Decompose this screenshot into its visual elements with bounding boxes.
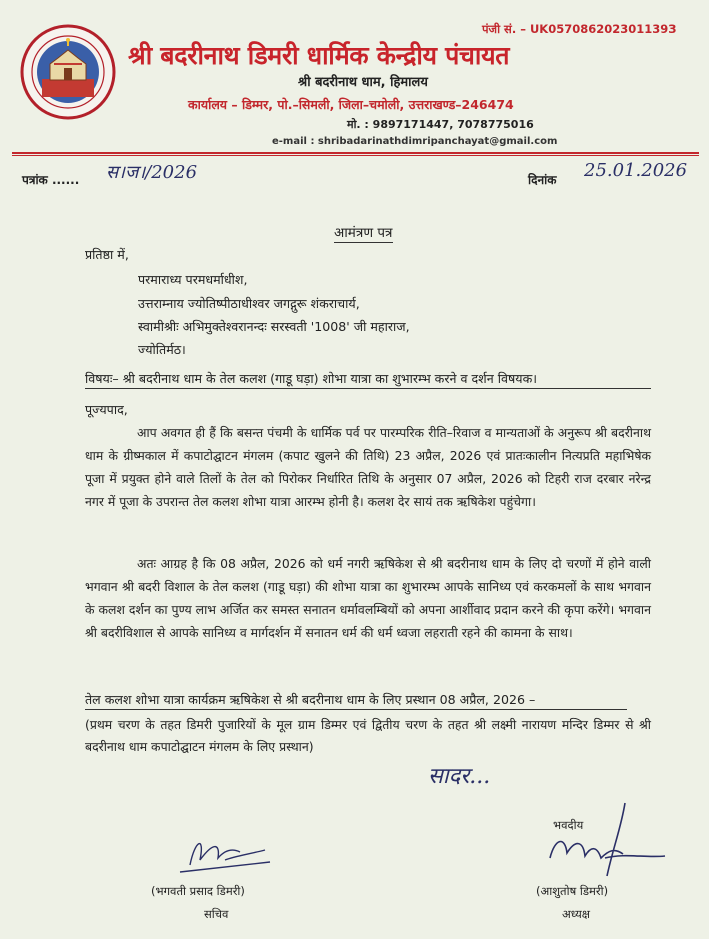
header-divider (12, 152, 699, 154)
email-address[interactable]: e-mail : shribadarinathdimripanchayat@gmail.com (272, 136, 558, 147)
secretary-name: (भगवती प्रसाद डिमरी) (151, 884, 245, 898)
programme-detail: (प्रथम चरण के तहत डिमरी पुजारियों के मूल ग्राम डिम्मर एवं द्वितीय चरण के तहत श्री लक्ष्मी नारायण मन्दिर डिम्मर से श्री बदरीनाथ धाम कपाटोद्घाटन मंगलम के लिए प्रस्थान) (85, 717, 651, 754)
body-paragraph-1 (85, 421, 651, 513)
date-label: दिनांक (528, 173, 557, 187)
paragraph-2-text: अतः आग्रह है कि 08 अप्रैल, 2026 को धर्म नगरी ऋषिकेश से श्री बदरीनाथ धाम के लिए दो चरणों में होने वाली भगवान श्री बदरी विशाल के तेल कलश (गाडू घड़ा) की शोभा यात्रा का शुभारम्भ आपके सानिध्य एवं करकमलों के साथ भगवान के कलश दर्शन का पुण्य लाभ अर्जित कर समस्त सनातन धर्मावलम्बियों को अपना आर्शीवाद प्रदान करने की कृपा करेंगे। भगवान श्री बदरीविशाल से आपके सानिध्य व मार्गदर्शन में सनातन धर्म की धर्म ध्वजा लहराती रहने की कामना के साथ। (85, 556, 651, 640)
programme-underline (85, 709, 627, 710)
date-value: 25.01.2026 (584, 160, 688, 181)
office-address: कार्यालय – डिम्मर, पो.–सिमली, जिला–चमोली, उत्तराखण्ड–246474 (188, 97, 514, 112)
letter-heading: आमंत्रण पत्र (334, 225, 393, 241)
header-divider-thin (12, 155, 699, 156)
recipient-line-3: उत्तराम्नाय ज्योतिष्पीठाधीश्वर जगद्गुरू शंकराचार्य, (138, 296, 360, 311)
closing-label: भवदीय (553, 818, 584, 832)
ref-number: स।ज।/2026 (106, 162, 198, 183)
body-paragraph-2 (85, 552, 651, 644)
secretary-signature (170, 830, 280, 880)
panchayat-title: श्री बदरीनाथ डिमरी धार्मिक केन्द्रीय पंचायत (128, 41, 510, 70)
president-title: अध्यक्ष (562, 907, 591, 921)
location-line: श्री बदरीनाथ धाम, हिमालय (298, 75, 428, 90)
ref-label: पत्रांक ...... (22, 173, 80, 187)
president-signature (505, 798, 675, 883)
president-name: (आशुतोष डिमरी) (536, 884, 609, 898)
recipient-line-4: स्वामीश्रीः अभिमुक्तेश्वरानन्दः सरस्वती '1008' जी महाराज, (138, 319, 410, 334)
secretary-title: सचिव (204, 907, 229, 921)
subject-line: विषयः– श्री बदरीनाथ धाम के तेल कलश (गाडू घड़ा) शोभा यात्रा का शुभारम्भ करने व दर्शन विषयक। (85, 371, 538, 386)
programme-line: तेल कलश शोभा यात्रा कार्यक्रम ऋषिकेश से श्री बदरीनाथ धाम के लिए प्रस्थान 08 अप्रैल, 2026 – (85, 692, 536, 707)
recipient-line-5: ज्योतिर्मठ। (138, 342, 186, 357)
phone-numbers: मो. : 9897171447, 7078775016 (347, 118, 534, 131)
paragraph-1-text: आप अवगत ही हैं कि बसन्त पंचमी के धार्मिक पर्व पर पारम्परिक रीति–रिवाज व मान्यताओं के अनुरूप श्री बदरीनाथ धाम के ग्रीष्मकाल में कपाटोद्घाटन मंगलम (कपाट खुलने की तिथि) 23 अप्रैल, 2026 एवं प्रातःकालीन नित्यप्रति महाभिषेक पूजा में प्रयुक्त होने वाले तिलों के तेल को पिरोकर निर्धारित तिथि के अनुसार 07 अप्रैल, 2026 को टिहरी राज दरबार नरेन्द्र नगर में पूजा के उपरान्त तेल कलश शोभा यात्रा आरम्भ होनी है। कलश देर सायं तक ऋषिकेश पहुंचेगा। (85, 425, 651, 509)
closing-handwritten: सादर... (428, 764, 491, 789)
salutation: पूज्यपाद, (85, 402, 128, 417)
recipient-line-2: परमाराध्य परमधर्माधीश, (138, 272, 248, 287)
subject-underline (85, 388, 651, 389)
panchayat-seal-logo (20, 24, 116, 120)
registration-number: पंजी सं. – UK057086202301139З (482, 22, 677, 36)
recipient-line-1: प्रतिष्ठा में, (85, 247, 129, 262)
